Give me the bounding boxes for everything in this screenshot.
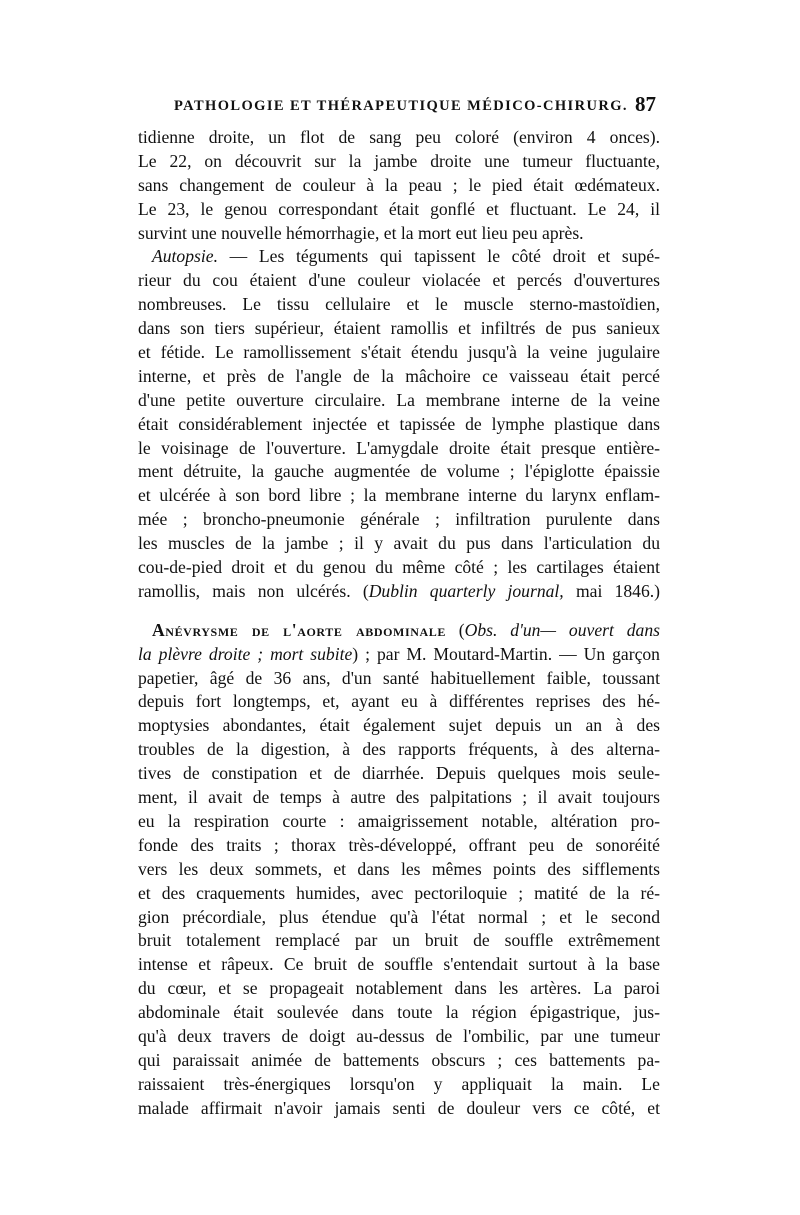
text-line: intense et râpeux. Ce bruit de souffle s'entendait surtout à la base — [138, 954, 660, 975]
text-line: les muscles de la jambe ; il y avait du pus dans l'articulation du — [138, 533, 660, 554]
text-line: et des craquements humides, avec pectoriloquie ; matité de la ré- — [138, 882, 660, 903]
text-line — [138, 580, 660, 604]
text-line: depuis fort longtemps, et, ayant eu à différentes reprises des hé- — [138, 691, 660, 712]
text-line: tives de constipation et de diarrhée. Depuis quelques mois seule- — [138, 763, 660, 784]
text-line: ment détruite, la gauche augmentée de volume ; l'épiglotte épaissie — [138, 461, 660, 482]
section-gap — [138, 604, 660, 619]
text-line: eu la respiration courte : amaigrissement notable, altération pro- — [138, 810, 660, 831]
author-line: ) ; par M. Moutard-Martin. — Un garçon — [352, 643, 660, 664]
paragraph-continuation — [138, 126, 660, 245]
page-number: 87 — [635, 92, 656, 116]
running-head — [138, 92, 660, 126]
text-line: gion précordiale, plus étendue qu'à l'état normal ; et le second — [138, 906, 660, 927]
text-line: abdominale était soulevée dans toute la région épigastrique, jus- — [138, 1002, 660, 1023]
text-line: mée ; broncho-pneumonie générale ; infiltration purulente dans — [138, 509, 660, 530]
source-line-end: mai 1846.) — [563, 580, 661, 601]
text-line: rieur du cou étaient d'une couleur violacée et percés d'ouvertures — [138, 270, 660, 291]
text-line: qui paraissait animée de battements obscurs ; ces battements pa- — [138, 1049, 660, 1070]
text-line: qu'à deux travers de doigt au-dessus de l'ombilic, par une tumeur — [138, 1025, 660, 1046]
source-citation: Dublin quarterly journal, — [368, 580, 564, 601]
text-line: moptysies abondantes, était également sujet depuis un an à des — [138, 715, 660, 736]
book-page — [138, 92, 660, 1121]
running-title: PATHOLOGIE ET THÉRAPEUTIQUE MÉDICO-CHIRURG. — [174, 98, 628, 114]
text-line: cou-de-pied droit et du genou du même côté ; les cartilages étaient — [138, 557, 660, 578]
obs-italic-cont: la plèvre droite ; mort subite — [138, 643, 353, 664]
text-line — [138, 619, 660, 643]
text-line: et fétide. Le ramollissement s'était étendu jusqu'à la veine jugulaire — [138, 342, 660, 363]
text-line — [138, 643, 660, 667]
text-line: vers les deux sommets, et dans les mêmes points des sifflements — [138, 858, 660, 879]
article-aneurysm — [138, 619, 660, 1121]
article-heading: Anévrysme de l'aorte abdominale — [152, 619, 446, 640]
text-line: raissaient très-énergiques lorsqu'on y appliquait la main. Le — [138, 1073, 660, 1094]
text-line: du cœur, et se propageait notablement dans les artères. La paroi — [138, 978, 660, 999]
text-line: malade affirmait n'avoir jamais senti de douleur vers ce côté, et — [138, 1097, 660, 1118]
text-line: d'une petite ouverture circulaire. La membrane interne de la veine — [138, 389, 660, 410]
text-line: était considérablement injectée et tapissée de lymphe plastique dans — [138, 413, 660, 434]
text-line: ment, il avait de temps à autre des palpitations ; il avait toujours — [138, 787, 660, 808]
obs-open: ( — [445, 619, 465, 640]
text-line: Le 23, le genou correspondant était gonflé et fluctuant. Le 24, il — [138, 198, 660, 219]
text-line: bruit totalement remplacé par un bruit de souffle extrêmement — [138, 930, 660, 951]
text-line: Le 22, on découvrit sur la jambe droite une tumeur fluctuante, — [138, 150, 660, 171]
text-line: papetier, âgé de 36 ans, d'un santé habituellement faible, toussant — [138, 667, 660, 688]
text-line: fonde des traits ; thorax très-développé, offrant peu de sonoréité — [138, 834, 660, 855]
text-line: sans changement de couleur à la peau ; le pied était œdémateux. — [138, 174, 660, 195]
text-line: troubles de la digestion, à des rapports fréquents, à des alterna- — [138, 739, 660, 760]
text-line: dans son tiers supérieur, étaient ramollis et infiltrés de pus sanieux — [138, 318, 660, 339]
text-line — [138, 245, 660, 269]
autopsy-paragraph — [138, 245, 660, 603]
text-line: le voisinage de l'ouverture. L'amygdale droite était presque entière- — [138, 437, 660, 458]
text-line: nombreuses. Le tissu cellulaire et le muscle sterno-mastoïdien, — [138, 294, 660, 315]
obs-italic: Obs. d'un— ouvert dans — [464, 619, 660, 640]
autopsy-label: Autopsie. — [152, 246, 218, 267]
text-line: interne, et près de l'angle de la mâchoire ce vaisseau était percé — [138, 365, 660, 386]
source-line-start: ramollis, mais non ulcérés. ( — [138, 580, 369, 601]
text-line: et ulcérée à son bord libre ; la membrane interne du larynx enflam- — [138, 485, 660, 506]
text-line: tidienne droite, un flot de sang peu coloré (environ 4 onces). — [138, 127, 660, 147]
text-line: survint une nouvelle hémorrhagie, et la mort eut lieu peu après. — [138, 222, 584, 243]
autopsy-first-line: — Les téguments qui tapissent le côté droit et supé- — [217, 246, 660, 267]
